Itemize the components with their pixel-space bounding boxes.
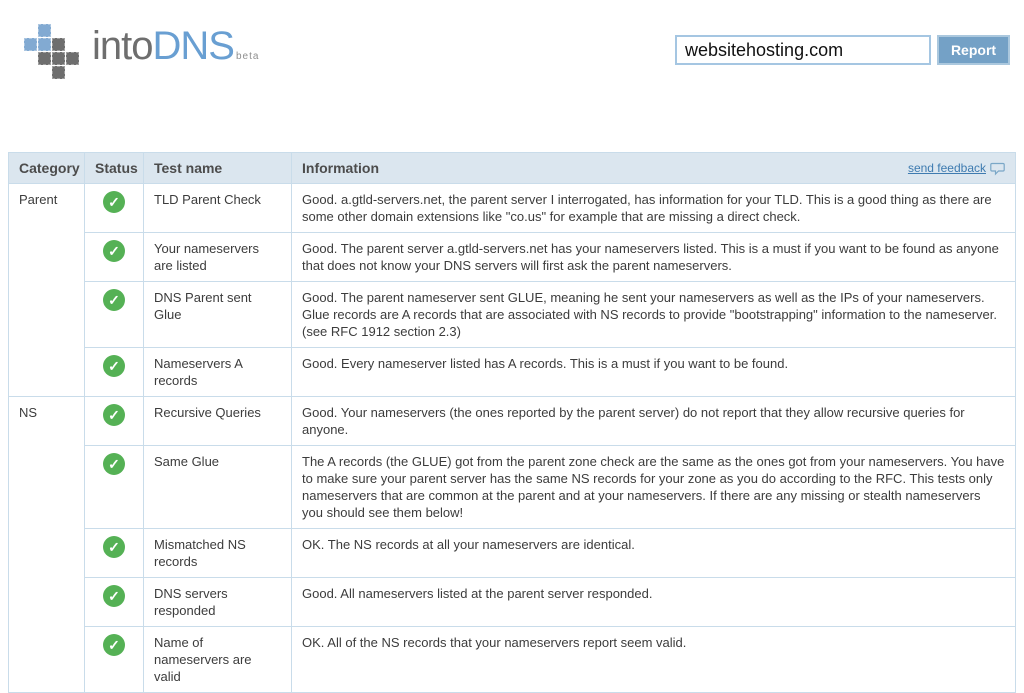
information-cell: OK. The NS records at all your nameservers are identical. — [292, 529, 1016, 578]
test-name-cell: Name of nameservers are valid — [144, 627, 292, 693]
logo-pixel — [38, 52, 51, 65]
status-cell — [85, 578, 144, 627]
table-row — [9, 627, 1016, 693]
send-feedback-label: send feedback — [907, 161, 986, 175]
status-cell — [85, 282, 144, 348]
status-ok-icon: ✓ — [103, 355, 125, 377]
status-cell — [85, 348, 144, 397]
logo-pixel — [52, 66, 65, 79]
status-cell — [85, 446, 144, 529]
information-cell: Good. The parent nameserver sent GLUE, meaning he sent your nameservers as well as the IPs of your nameservers. Glue records are A records that are associated with NS records to provide "bootstrapping" information to the nameserver.(see RFC 1912 section 2.3) — [292, 282, 1016, 348]
domain-search-bar — [675, 35, 1010, 65]
test-name-cell: Your nameservers are listed — [144, 233, 292, 282]
column-header-category: Category — [9, 153, 85, 184]
information-cell: Good. Every nameserver listed has A records. This is a must if you want to be found. — [292, 348, 1016, 397]
information-cell: Good. a.gtld-servers.net, the parent server I interrogated, has information for your TLD. This is a good thing as there are some other domain extensions like "co.us" for example that are missing a direct check. — [292, 184, 1016, 233]
speech-bubble-icon — [990, 162, 1005, 175]
category-cell-parent: Parent — [9, 184, 85, 397]
intodns-logo-icon — [24, 24, 80, 80]
column-header-test-name: Test name — [144, 153, 292, 184]
table-row — [9, 348, 1016, 397]
logo-pixel — [66, 52, 79, 65]
test-name-cell: Mismatched NS records — [144, 529, 292, 578]
status-ok-icon: ✓ — [103, 634, 125, 656]
status-cell — [85, 233, 144, 282]
logo-pixel — [52, 38, 65, 51]
information-cell: The A records (the GLUE) got from the parent zone check are the same as the ones got from your nameservers. You have to make sure your parent server has the same NS records for your zone as you do according to the RFC. This tests only nameservers that are common at the parent and at your nameservers. If there are any missing or stealth nameservers you should see them below! — [292, 446, 1016, 529]
logo-text-into: into — [92, 23, 153, 68]
status-cell — [85, 397, 144, 446]
test-name-cell: TLD Parent Check — [144, 184, 292, 233]
information-cell: OK. All of the NS records that your nameservers report seem valid. — [292, 627, 1016, 693]
status-ok-icon: ✓ — [103, 404, 125, 426]
table-row — [9, 184, 1016, 233]
test-name-cell: DNS Parent sent Glue — [144, 282, 292, 348]
table-row — [9, 446, 1016, 529]
logo-pixel — [24, 38, 37, 51]
logo-pixel — [38, 38, 51, 51]
table-row — [9, 578, 1016, 627]
intodns-logo[interactable] — [24, 24, 259, 80]
information-cell: Good. Your nameservers (the ones reported by the parent server) do not report that they allow recursive queries for anyone. — [292, 397, 1016, 446]
table-row — [9, 233, 1016, 282]
table-header-row — [9, 153, 1016, 184]
logo-text-beta: beta — [235, 50, 260, 62]
status-cell — [85, 627, 144, 693]
status-ok-icon: ✓ — [103, 191, 125, 213]
category-cell-ns: NS — [9, 397, 85, 693]
column-header-information — [292, 153, 1016, 184]
status-cell — [85, 184, 144, 233]
table-row — [9, 529, 1016, 578]
logo-pixel — [52, 52, 65, 65]
send-feedback-link[interactable] — [908, 161, 1005, 175]
column-header-information-label: Information — [302, 160, 379, 176]
status-ok-icon: ✓ — [103, 536, 125, 558]
logo-wordmark — [92, 24, 259, 69]
status-ok-icon: ✓ — [103, 289, 125, 311]
table-row — [9, 397, 1016, 446]
information-cell: Good. The parent server a.gtld-servers.net has your nameservers listed. This is a must if you want to be found as anyone that does not know your DNS servers will first ask the parent nameservers. — [292, 233, 1016, 282]
table-row — [9, 282, 1016, 348]
test-name-cell: Same Glue — [144, 446, 292, 529]
test-name-cell: Recursive Queries — [144, 397, 292, 446]
test-name-cell: Nameservers A records — [144, 348, 292, 397]
test-name-cell: DNS servers responded — [144, 578, 292, 627]
status-ok-icon: ✓ — [103, 585, 125, 607]
dns-results-table — [8, 152, 1016, 693]
logo-pixel — [38, 24, 51, 37]
status-cell — [85, 529, 144, 578]
report-button[interactable]: Report — [937, 35, 1010, 65]
domain-input[interactable] — [675, 35, 931, 65]
information-cell: Good. All nameservers listed at the parent server responded. — [292, 578, 1016, 627]
column-header-status: Status — [85, 153, 144, 184]
logo-text-dns: DNS — [152, 23, 234, 68]
status-ok-icon: ✓ — [103, 453, 125, 475]
status-ok-icon: ✓ — [103, 240, 125, 262]
